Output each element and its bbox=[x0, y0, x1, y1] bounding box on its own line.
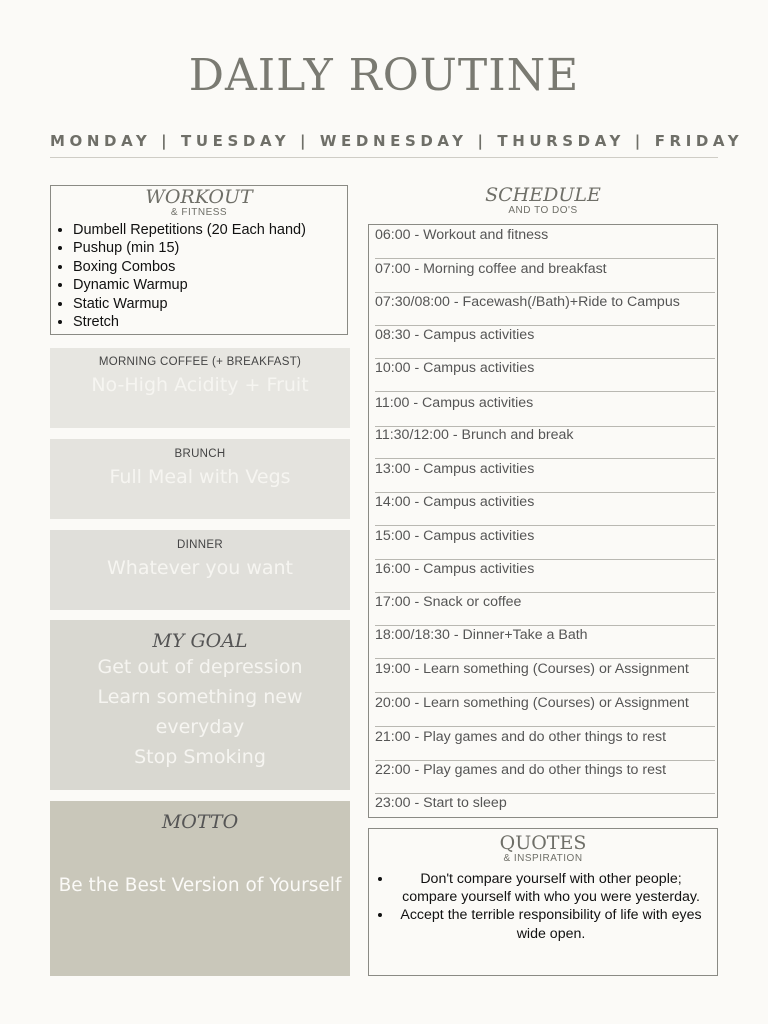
goal-panel bbox=[50, 620, 350, 790]
schedule-subtitle: AND TO DO'S bbox=[508, 205, 578, 216]
goal-title: MY GOAL bbox=[152, 630, 248, 652]
goal-item: Get out of depression bbox=[97, 656, 303, 678]
schedule-row: 16:00 - Campus activities bbox=[375, 559, 715, 593]
schedule-row: 07:30/08:00 - Facewash(/Bath)+Ride to Campus bbox=[375, 292, 715, 326]
breakfast-panel bbox=[50, 348, 350, 428]
schedule-row: 22:00 - Play games and do other things to rest bbox=[375, 760, 715, 794]
motto-text: Be the Best Version of Yourself bbox=[58, 875, 342, 896]
workout-title: WORKOUT bbox=[145, 186, 253, 208]
schedule-row: 18:00/18:30 - Dinner+Take a Bath bbox=[375, 625, 715, 659]
workout-list bbox=[51, 221, 347, 331]
page-title: DAILY ROUTINE bbox=[188, 50, 580, 101]
motto-panel bbox=[50, 801, 350, 976]
schedule-row: 21:00 - Play games and do other things to rest bbox=[375, 727, 715, 761]
motto-title: MOTTO bbox=[161, 811, 239, 833]
goal-item: everyday bbox=[155, 716, 245, 738]
schedule-row: 11:30/12:00 - Brunch and break bbox=[375, 425, 715, 459]
schedule-row: 14:00 - Campus activities bbox=[375, 492, 715, 526]
breakfast-value: No-High Acidity + Fruit bbox=[91, 374, 309, 396]
schedule-title: SCHEDULE bbox=[485, 184, 601, 206]
quotes-list bbox=[369, 870, 717, 943]
workout-item: • Dumbell Repetitions (20 Each hand) bbox=[73, 221, 347, 239]
schedule-row: 17:00 - Snack or coffee bbox=[375, 592, 715, 626]
schedule-row: 13:00 - Campus activities bbox=[375, 459, 715, 493]
dinner-panel bbox=[50, 530, 350, 610]
schedule-row: 07:00 - Morning coffee and breakfast bbox=[375, 259, 715, 293]
schedule-row: 23:00 - Start to sleep bbox=[375, 795, 507, 811]
quotes-title: QUOTES bbox=[499, 832, 587, 854]
brunch-value: Full Meal with Vegs bbox=[109, 466, 291, 488]
weekdays-header: MONDAY | TUESDAY | WEDNESDAY | THURSDAY | FRIDAY bbox=[50, 132, 744, 150]
schedule-row: 06:00 - Workout and fitness bbox=[375, 225, 715, 259]
brunch-panel bbox=[50, 439, 350, 519]
workout-subtitle: & FITNESS bbox=[170, 207, 228, 218]
schedule-row: 11:00 - Campus activities bbox=[375, 393, 715, 427]
header-divider bbox=[50, 157, 718, 158]
workout-item: • Static Warmup bbox=[73, 295, 347, 313]
workout-item: • Boxing Combos bbox=[73, 258, 347, 276]
brunch-label: BRUNCH bbox=[174, 448, 226, 460]
quote-item: • Accept the terrible responsibility of life with eyes wide open. bbox=[393, 906, 709, 942]
quotes-subtitle: & INSPIRATION bbox=[503, 853, 583, 864]
workout-item: • Pushup (min 15) bbox=[73, 239, 347, 257]
goal-item: Stop Smoking bbox=[134, 746, 266, 768]
schedule-row: 19:00 - Learn something (Courses) or Assignment bbox=[375, 659, 715, 693]
workout-item: • Dynamic Warmup bbox=[73, 276, 347, 294]
quote-item: • Don't compare yourself with other people; compare yourself with who you were yesterday. bbox=[393, 870, 709, 906]
workout-item: • Stretch bbox=[73, 313, 347, 331]
schedule-row: 10:00 - Campus activities bbox=[375, 358, 715, 392]
schedule-row: 15:00 - Campus activities bbox=[375, 526, 715, 560]
dinner-value: Whatever you want bbox=[106, 557, 294, 579]
workout-box bbox=[50, 185, 348, 335]
dinner-label: DINNER bbox=[177, 539, 223, 551]
schedule-row: 20:00 - Learn something (Courses) or Assignment bbox=[375, 693, 715, 727]
schedule-header bbox=[368, 184, 718, 216]
goal-item: Learn something new bbox=[97, 686, 303, 708]
breakfast-label: MORNING COFFEE (+ BREAKFAST) bbox=[98, 356, 302, 368]
schedule-box bbox=[368, 224, 718, 818]
schedule-row: 08:30 - Campus activities bbox=[375, 325, 715, 359]
quotes-box bbox=[368, 828, 718, 976]
